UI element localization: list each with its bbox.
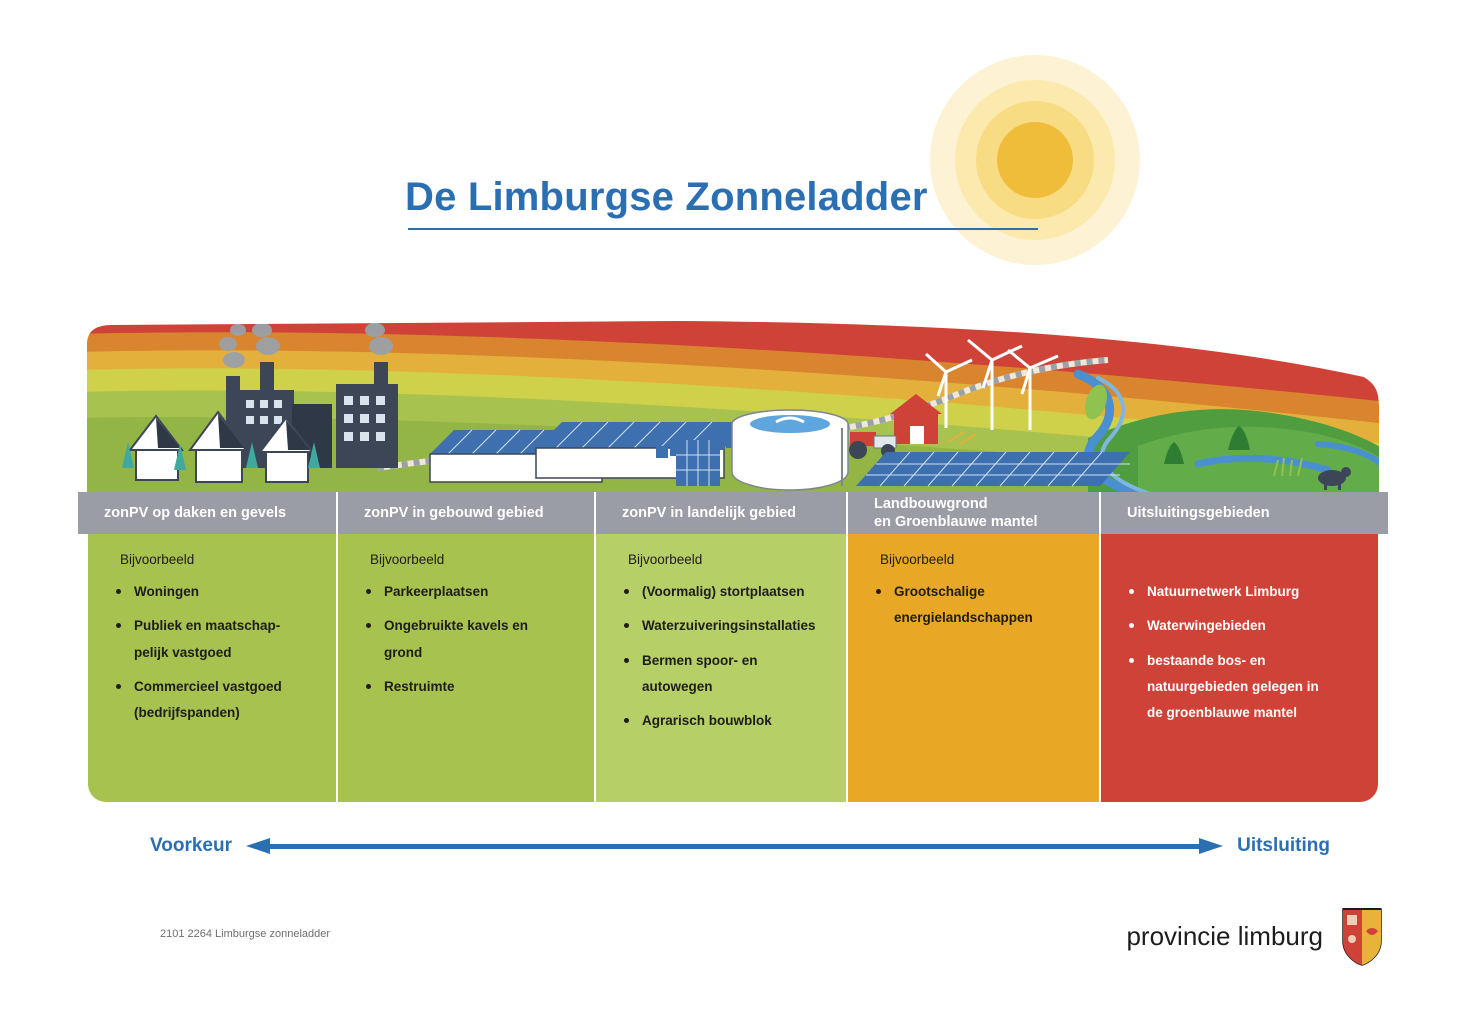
list-item (114, 579, 316, 605)
column-subtitle: Bijvoorbeeld (370, 552, 445, 567)
preference-scale (150, 826, 1330, 866)
band-label-farmland-line2: en Groenblauwe mantel (874, 514, 1038, 530)
band-label-exclusion[interactable] (1101, 492, 1388, 534)
list-item-text: Publiek en maatschap- (134, 618, 281, 634)
list-item-text: Natuurnetwerk Limburg (1147, 584, 1300, 599)
band-label-roofs-text: zonPV op daken en gevels (104, 504, 287, 521)
list-item-text-cont: autowegen (642, 678, 713, 694)
list-item (364, 579, 574, 605)
band-label-rural-area-text: zonPV in landelijk gebied (622, 504, 797, 521)
list-item (114, 613, 316, 666)
ladder-columns (88, 534, 1378, 802)
list-item-text: Restruimte (384, 678, 455, 694)
page-title: De Limburgse Zonneladder (405, 175, 928, 219)
document-code: 2101 2264 Limburgse zonneladder (160, 928, 331, 940)
band-label-farmland[interactable] (848, 492, 1101, 534)
list-item-text-cont: natuurgebieden gelegen in (1147, 678, 1319, 694)
list-item-text: Waterwingebieden (1147, 618, 1266, 634)
list-item (1127, 613, 1358, 639)
list-item (364, 674, 574, 700)
column-item-list (364, 579, 574, 700)
scale-label-right: Uitsluiting (1237, 835, 1330, 856)
column-item-list (622, 579, 826, 735)
list-item (622, 579, 826, 605)
title-underline (408, 228, 1038, 230)
column-item-list (1127, 579, 1358, 727)
list-item (622, 613, 826, 639)
column-built-area (338, 534, 596, 802)
column-rural-area (596, 534, 848, 802)
list-item (114, 674, 316, 727)
list-item-text: Agrarisch bouwblok (642, 713, 772, 729)
double-arrow-icon (246, 838, 1223, 854)
list-item-text-cont: grond (384, 644, 423, 660)
list-item (622, 708, 826, 734)
band-label-built-area-text: zonPV in gebouwd gebied (364, 504, 544, 521)
column-subtitle: Bijvoorbeeld (628, 552, 703, 567)
landscape-illustration (78, 318, 1388, 498)
brand-logo (1126, 905, 1383, 967)
column-farmland (848, 534, 1101, 802)
list-item-text: bestaande bos- en (1147, 652, 1266, 668)
list-item (622, 648, 826, 701)
band-label-roofs[interactable] (78, 492, 338, 534)
column-item-list (874, 579, 1079, 632)
list-item-text: Bermen spoor- en (642, 652, 758, 668)
column-roofs (88, 534, 338, 802)
list-item-text: Ongebruikte kavels en (384, 618, 529, 634)
list-item-text: Waterzuiveringsinstallaties (642, 618, 816, 634)
list-item-text-cont: (bedrijfspanden) (134, 705, 240, 721)
list-item-text: (Voormalig) stortplaatsen (642, 584, 805, 599)
list-item-text: Parkeerplaatsen (384, 584, 489, 599)
band-label-rural-area[interactable] (596, 492, 848, 534)
list-item-text: Woningen (134, 584, 199, 599)
list-item-text-cont2: de groenblauwe mantel (1147, 705, 1298, 721)
limburg-crest-icon (1341, 905, 1383, 967)
list-item-text: Grootschalige (894, 584, 985, 599)
column-exclusion (1101, 534, 1378, 802)
list-item (1127, 579, 1358, 605)
column-subtitle: Bijvoorbeeld (880, 552, 955, 567)
scale-label-left: Voorkeur (150, 835, 233, 856)
column-subtitle: Bijvoorbeeld (120, 552, 195, 567)
list-item-text: Commercieel vastgoed (134, 678, 282, 694)
band-label-exclusion-text: Uitsluitingsgebieden (1127, 504, 1270, 521)
brand-name: provincie limburg (1126, 920, 1323, 951)
list-item (364, 613, 574, 666)
list-item-text-cont: pelijk vastgoed (134, 644, 232, 660)
list-item-text-cont: energielandschappen (894, 610, 1033, 626)
band-label-farmland-line1: Landbouwgrond (874, 495, 988, 512)
list-item (1127, 648, 1358, 727)
column-item-list (114, 579, 316, 727)
sun-icon (930, 55, 1140, 265)
list-item (874, 579, 1079, 632)
category-band (78, 492, 1388, 534)
band-label-built-area[interactable] (338, 492, 596, 534)
